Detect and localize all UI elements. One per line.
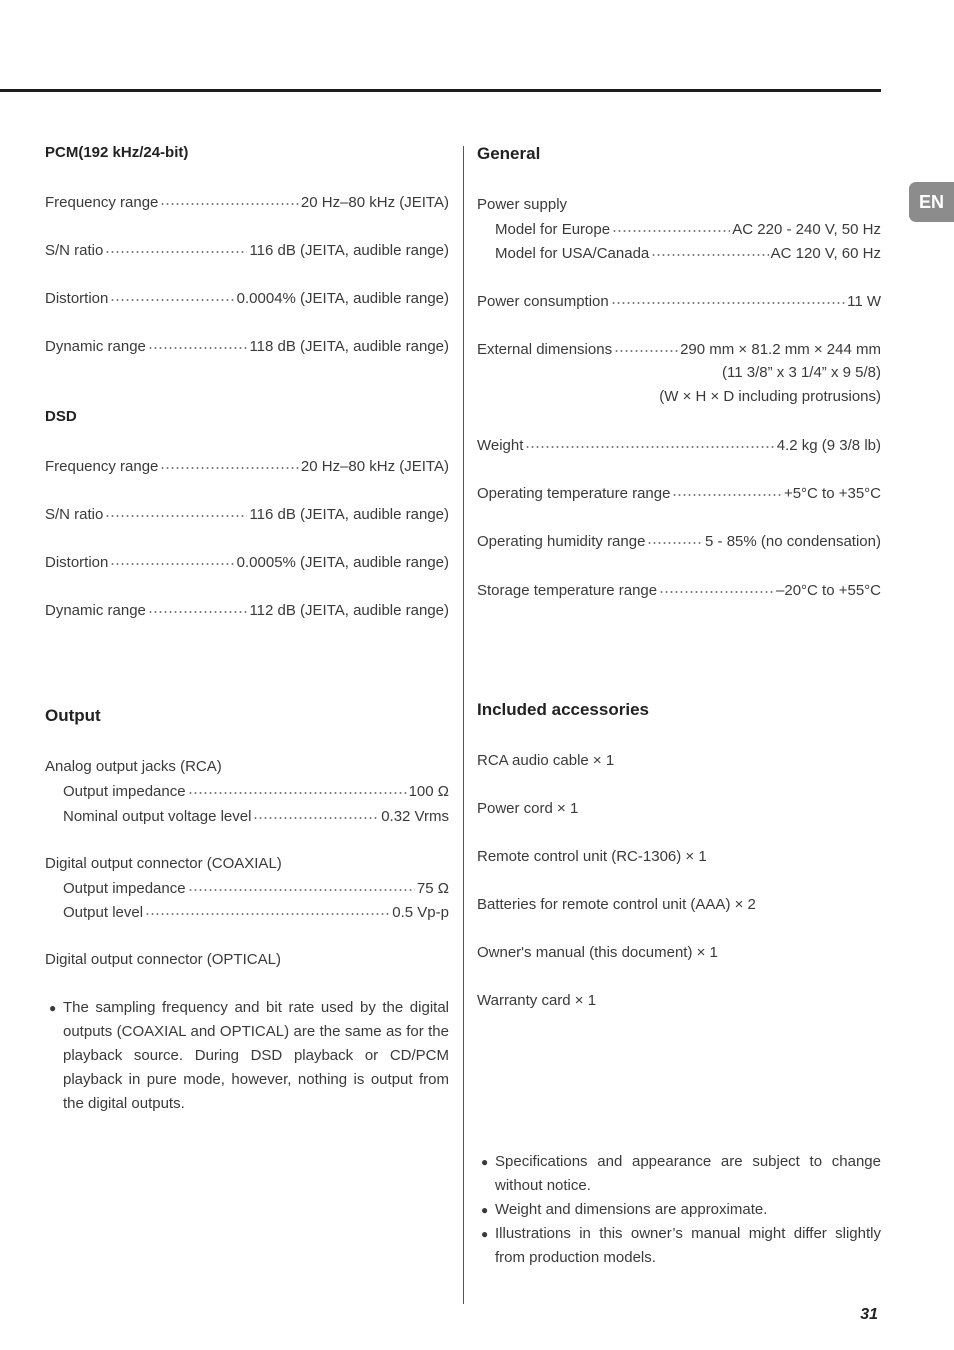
spec-row bbox=[477, 337, 881, 361]
spec-value: 0.0004% (JEITA, audible range) bbox=[236, 289, 449, 307]
accessory-item: Owner's manual (this document) × 1 bbox=[477, 944, 718, 961]
spec-value: 11 W bbox=[847, 292, 881, 310]
dot-leader bbox=[188, 889, 415, 891]
spec-label: Distortion bbox=[45, 553, 109, 571]
accessory-item: RCA audio cable × 1 bbox=[477, 752, 615, 769]
spec-label: Output impedance bbox=[63, 879, 186, 897]
note-item bbox=[477, 1222, 881, 1270]
spec-value: 20 Hz–80 kHz (JEITA) bbox=[300, 457, 449, 475]
dot-leader bbox=[253, 817, 379, 819]
dimensions-note: (W × H × D including protrusions) bbox=[659, 388, 881, 405]
spec-label: Dynamic range bbox=[45, 337, 146, 355]
spec-label: Operating temperature range bbox=[477, 484, 671, 502]
spec-row bbox=[45, 454, 449, 478]
spec-label: S/N ratio bbox=[45, 241, 104, 259]
spec-value: 75 Ω bbox=[416, 879, 449, 897]
spec-row bbox=[45, 550, 449, 574]
spec-label: Frequency range bbox=[45, 193, 159, 211]
spec-label: S/N ratio bbox=[45, 505, 104, 523]
dot-leader bbox=[148, 347, 248, 349]
dsd-heading: DSD bbox=[45, 408, 77, 425]
spec-label: Nominal output voltage level bbox=[63, 807, 252, 825]
spec-value: 112 dB (JEITA, audible range) bbox=[249, 601, 449, 619]
dot-leader bbox=[614, 350, 678, 352]
note-text: Specifications and appearance are subject to change without notice. bbox=[495, 1153, 881, 1194]
spec-row bbox=[477, 289, 881, 313]
spec-label: Power consumption bbox=[477, 292, 609, 310]
bullet-icon: ● bbox=[481, 1155, 489, 1169]
spec-row bbox=[63, 876, 449, 900]
spec-row bbox=[477, 433, 881, 457]
note-text: Illustrations in this owner’s manual might differ slightly from production models. bbox=[495, 1225, 881, 1266]
dot-leader bbox=[611, 302, 845, 304]
spec-row bbox=[495, 217, 881, 241]
spec-label: Output impedance bbox=[63, 782, 186, 800]
note-item bbox=[477, 1198, 881, 1222]
dot-leader bbox=[110, 299, 234, 301]
note-text: Weight and dimensions are approximate. bbox=[495, 1201, 768, 1218]
spec-value: 118 dB (JEITA, audible range) bbox=[249, 337, 449, 355]
spec-row bbox=[63, 779, 449, 803]
spec-value: 116 dB (JEITA, audible range) bbox=[249, 241, 449, 259]
spec-row bbox=[477, 529, 881, 553]
spec-value: 0.0005% (JEITA, audible range) bbox=[236, 553, 449, 571]
spec-row bbox=[45, 334, 449, 358]
spec-label: Dynamic range bbox=[45, 601, 146, 619]
general-heading: General bbox=[477, 144, 541, 163]
dot-leader bbox=[105, 251, 247, 253]
dot-leader bbox=[647, 542, 703, 544]
language-tab: EN bbox=[909, 182, 954, 222]
accessory-item: Power cord × 1 bbox=[477, 800, 579, 817]
bullet-icon: ● bbox=[481, 1227, 489, 1241]
accessory-item: Remote control unit (RC-1306) × 1 bbox=[477, 848, 707, 865]
bullet-icon: ● bbox=[481, 1203, 489, 1217]
spec-label: Output level bbox=[63, 903, 144, 921]
spec-row bbox=[45, 598, 449, 622]
spec-value: 20 Hz–80 kHz (JEITA) bbox=[300, 193, 449, 211]
dot-leader bbox=[145, 913, 390, 915]
spec-row bbox=[45, 286, 449, 310]
spec-value: AC 120 V, 60 Hz bbox=[770, 244, 881, 262]
spec-label: Operating humidity range bbox=[477, 532, 646, 550]
optical-output-title: Digital output connector (OPTICAL) bbox=[45, 951, 281, 968]
analog-output-title: Analog output jacks (RCA) bbox=[45, 758, 222, 775]
spec-label: Storage temperature range bbox=[477, 581, 658, 599]
spec-value: –20°C to +55°C bbox=[776, 581, 881, 599]
accessory-item: Warranty card × 1 bbox=[477, 992, 597, 1009]
spec-label: Weight bbox=[477, 436, 524, 454]
spec-row bbox=[45, 238, 449, 262]
dot-leader bbox=[651, 254, 768, 256]
dot-leader bbox=[160, 467, 298, 469]
bullet-icon: ● bbox=[49, 1001, 57, 1015]
accessory-item: Batteries for remote control unit (AAA) × 2 bbox=[477, 896, 756, 913]
spec-row bbox=[45, 502, 449, 526]
spec-row bbox=[63, 804, 449, 828]
dot-leader bbox=[659, 591, 774, 593]
spec-label: Model for USA/Canada bbox=[495, 244, 650, 262]
page-number: 31 bbox=[860, 1306, 878, 1323]
spec-row bbox=[477, 578, 881, 602]
spec-value: 100 Ω bbox=[408, 782, 449, 800]
spec-label: Frequency range bbox=[45, 457, 159, 475]
dot-leader bbox=[105, 515, 247, 517]
dot-leader bbox=[525, 446, 774, 448]
dot-leader bbox=[612, 230, 730, 232]
spec-label: External dimensions bbox=[477, 340, 613, 358]
dot-leader bbox=[110, 563, 234, 565]
coaxial-output-title: Digital output connector (COAXIAL) bbox=[45, 855, 282, 872]
spec-label: Distortion bbox=[45, 289, 109, 307]
dimensions-inch: (11 3/8” x 3 1/4” x 9 5/8) bbox=[722, 364, 881, 381]
dot-leader bbox=[160, 203, 298, 205]
spec-row bbox=[477, 481, 881, 505]
spec-value: 4.2 kg (9 3/8 lb) bbox=[776, 436, 881, 454]
spec-row bbox=[495, 241, 881, 265]
pcm-heading: PCM(192 kHz/24-bit) bbox=[45, 144, 189, 161]
note-item bbox=[477, 1150, 881, 1198]
output-note-text: The sampling frequency and bit rate used by the digital outputs (COAXIAL and OPTICAL) are the same as for the playback source. During DSD playback or CD/PCM playback in pure mode, however, nothing is output from the digital outputs. bbox=[63, 999, 449, 1112]
spec-row bbox=[45, 190, 449, 214]
spec-value: 5 - 85% (no condensation) bbox=[705, 532, 881, 550]
spec-value: +5°C to +35°C bbox=[783, 484, 881, 502]
spec-value: 116 dB (JEITA, audible range) bbox=[249, 505, 449, 523]
spec-row bbox=[63, 900, 449, 924]
column-divider bbox=[463, 146, 464, 1304]
spec-value: 0.5 Vp-p bbox=[392, 903, 449, 921]
spec-value: 290 mm × 81.2 mm × 244 mm bbox=[680, 340, 881, 358]
output-heading: Output bbox=[45, 706, 101, 725]
header-rule bbox=[0, 89, 881, 92]
spec-label: Model for Europe bbox=[495, 220, 611, 238]
dot-leader bbox=[672, 494, 781, 496]
dot-leader bbox=[188, 792, 407, 794]
output-note bbox=[45, 996, 449, 1116]
dot-leader bbox=[148, 611, 248, 613]
spec-value: 0.32 Vrms bbox=[381, 807, 449, 825]
spec-value: AC 220 - 240 V, 50 Hz bbox=[732, 220, 881, 238]
accessories-heading: Included accessories bbox=[477, 700, 649, 719]
power-supply-title: Power supply bbox=[477, 196, 568, 213]
